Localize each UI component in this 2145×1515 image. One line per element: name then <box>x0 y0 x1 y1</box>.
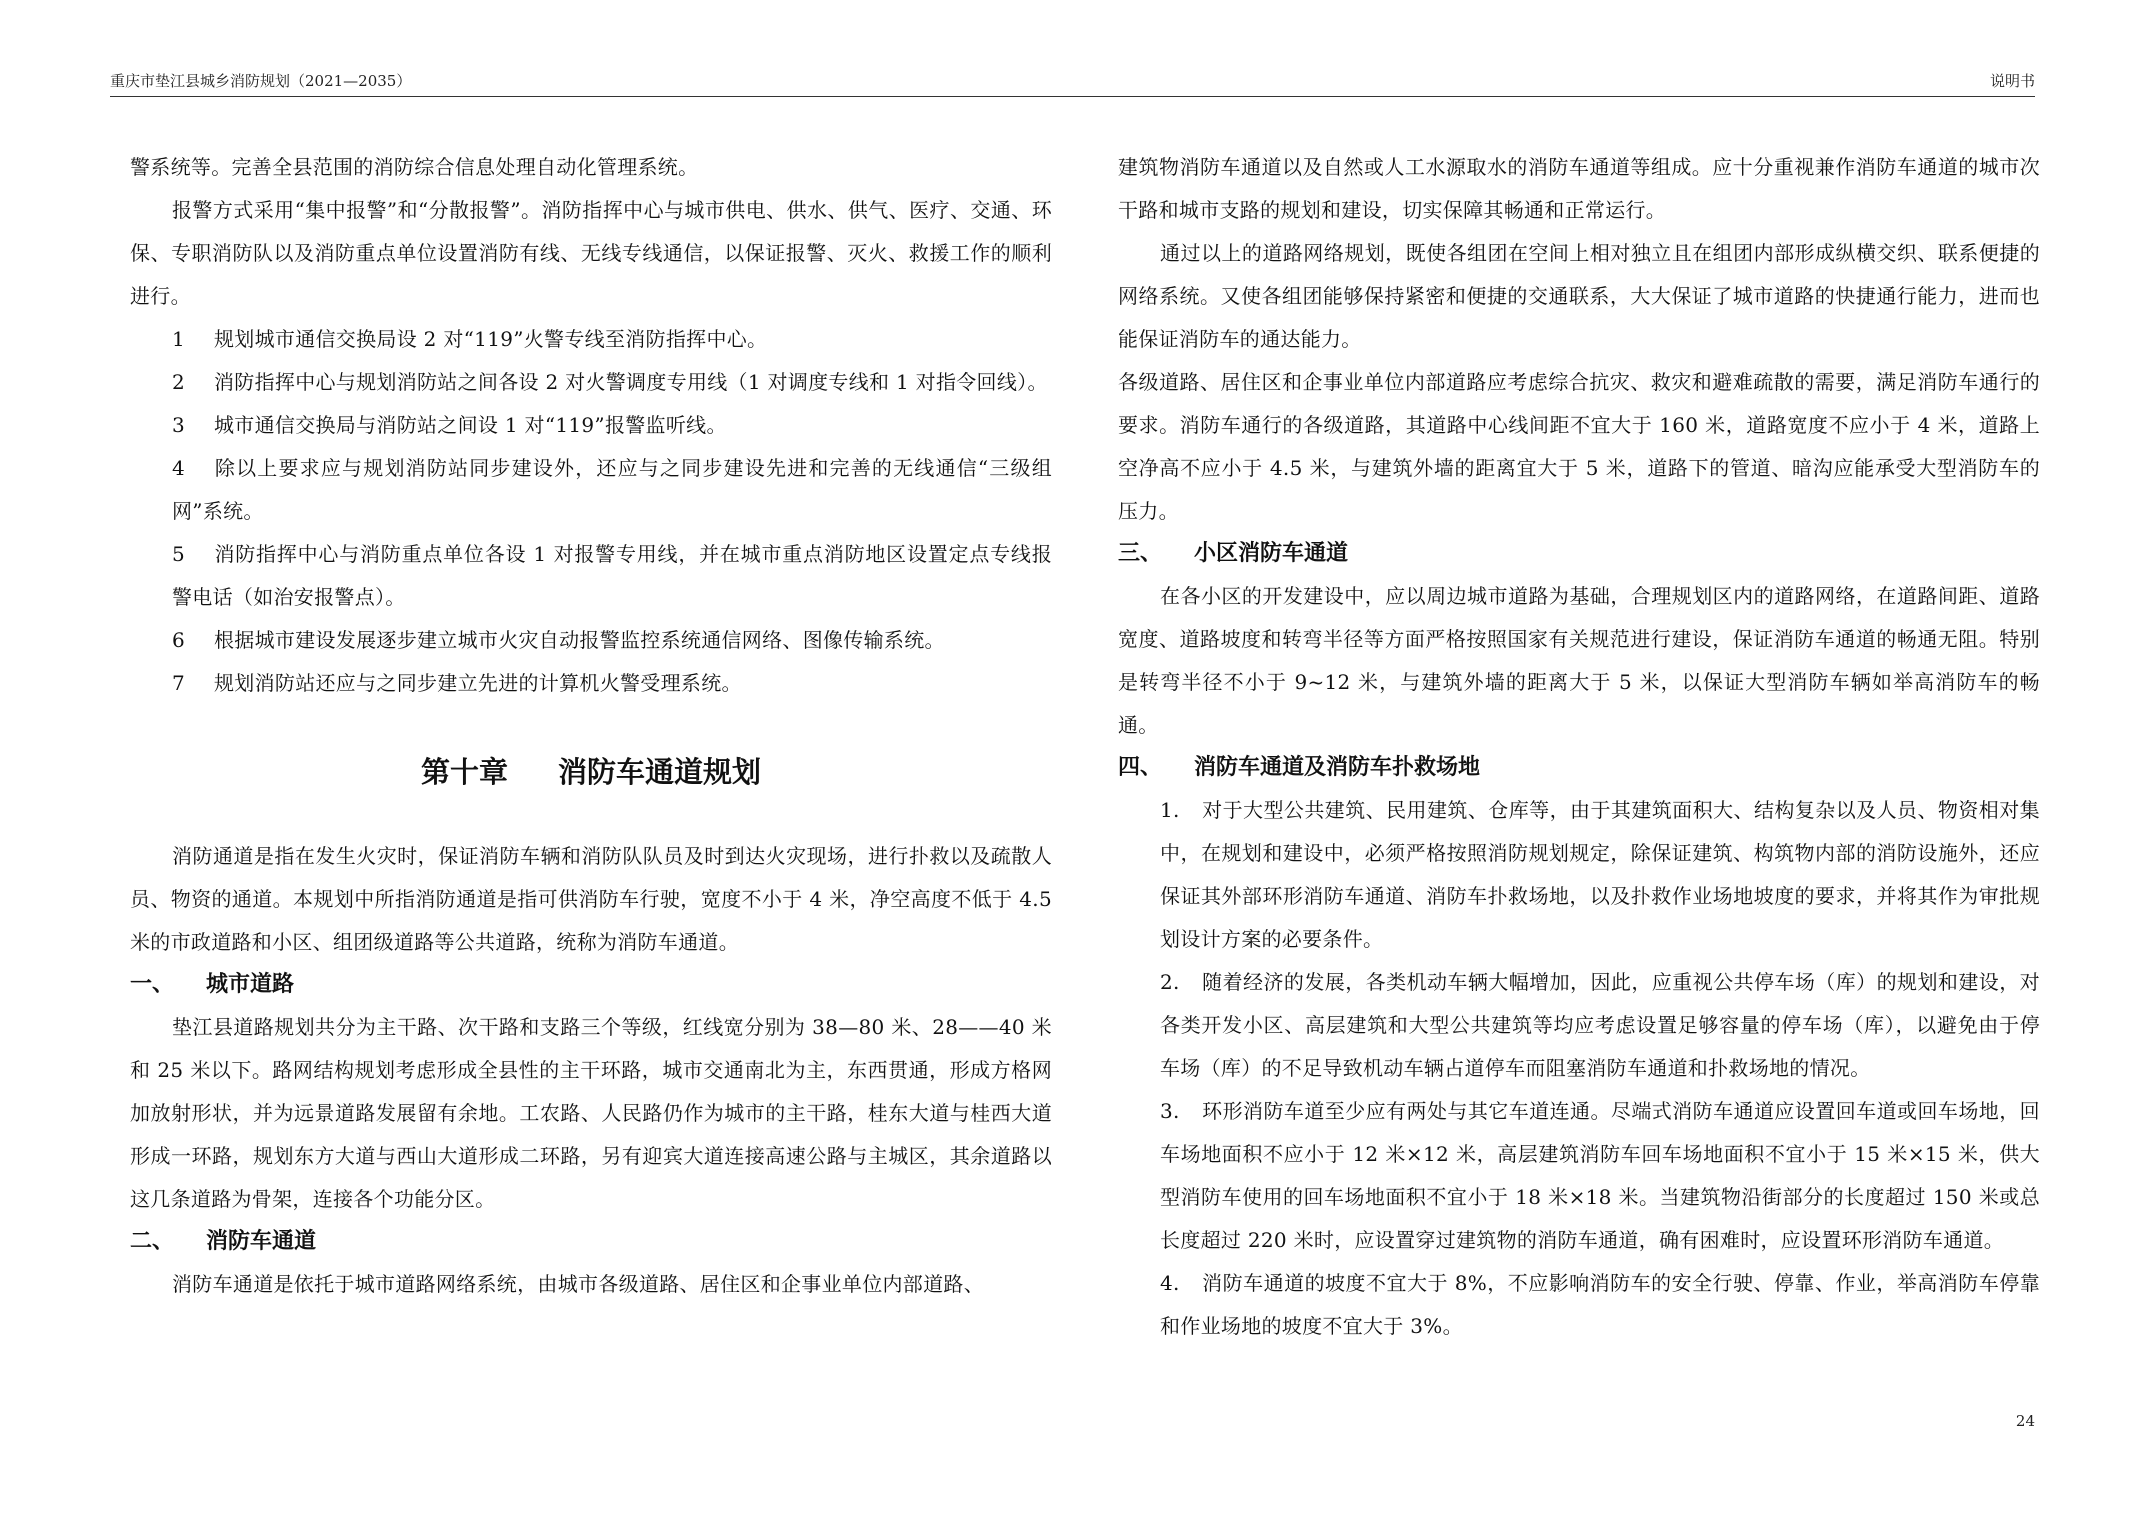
list-item-number: 4 <box>172 456 186 480</box>
chapter-title: 消防车通道规划 <box>558 755 762 789</box>
list-item-number: 2 <box>172 370 186 394</box>
list-item <box>130 662 1052 705</box>
chapter-heading <box>130 749 1052 795</box>
list-item-number: 3. <box>1160 1099 1180 1123</box>
list-item-text: 规划城市通信交换局设 2 对“119”火警专线至消防指挥中心。 <box>214 327 768 351</box>
section-heading <box>1118 747 2040 789</box>
section-number: 二、 <box>130 1229 175 1254</box>
page-header <box>110 70 2035 97</box>
list-item-text: 根据城市建设发展逐步建立城市火灾自动报警监控系统通信网络、图像传输系统。 <box>214 628 945 652</box>
list-item-text: 消防车通道的坡度不宜大于 8%，不应影响消防车的安全行驶、停靠、作业，举高消防车停靠和作业场地的坡度不宜大于 3%。 <box>1160 1271 2040 1338</box>
list-item-text: 消防指挥中心与规划消防站之间各设 2 对火警调度专用线（1 对调度专线和 1 对指令回线）。 <box>214 370 1048 394</box>
paragraph: 在各小区的开发建设中，应以周边城市道路为基础，合理规划区内的道路网络，在道路间距、道路宽度、道路坡度和转弯半径等方面严格按照国家有关规范进行建设，保证消防车通道的畅通无阻。特别是转弯半径不小于 9~12 米，与建筑外墙的距离大于 5 米，以保证大型消防车辆如举高消防车的畅通。 <box>1118 584 2040 737</box>
paragraph: 通过以上的道路网络规划，既使各组团在空间上相对独立且在组团内部形成纵横交织、联系便捷的网络系统。又使各组团能够保持紧密和便捷的交通联系，大大保证了城市道路的快捷通行能力，进而也能保证消防车的通达能力。 <box>1118 241 2040 351</box>
list-item <box>1118 1262 2040 1348</box>
list-item-text: 环形消防车道至少应有两处与其它车道连通。尽端式消防车通道应设置回车道或回车场地，回车场地面积不应小于 12 米×12 米，高层建筑消防车回车场地面积不宜小于 15 米×15 米，供大型消防车使用的回车场地面积不宜小于 18 米×18 米。当建筑物沿街部分的长度超过 150 米或总长度超过 220 米时，应设置穿过建筑物的消防车通道，确有困难时，应设置环形消防车通道。 <box>1160 1099 2040 1252</box>
section-heading <box>130 964 1052 1006</box>
section-title: 消防车通道 <box>206 1229 317 1254</box>
page-number: 24 <box>2015 1412 2035 1430</box>
list-item-text: 规划消防站还应与之同步建立先进的计算机火警受理系统。 <box>214 671 742 695</box>
paragraph: 垫江县道路规划共分为主干路、次干路和支路三个等级，红线宽分别为 38—80 米、28——40 米和 25 米以下。路网结构规划考虑形成全县性的主干环路，城市交通南北为主，东西贯通，形成方格网加放射形状，并为远景道路发展留有余地。工农路、人民路仍作为城市的主干路，桂东大道与桂西大道形成一环路，规划东方大道与西山大道形成二环路，另有迎宾大道连接高速公路与主城区，其余道路以这几条道路为骨架，连接各个功能分区。 <box>130 1015 1052 1211</box>
section-title: 城市道路 <box>206 972 295 997</box>
list-item <box>1118 789 2040 961</box>
list-item-number: 3 <box>172 413 186 437</box>
paragraph: 报警方式采用“集中报警”和“分散报警”。消防指挥中心与城市供电、供水、供气、医疗、交通、环保、专职消防队以及消防重点单位设置消防有线、无线专线通信，以保证报警、灭火、救援工作的顺利进行。 <box>130 198 1052 308</box>
document-type: 说明书 <box>1989 72 2035 90</box>
list-item-text: 城市通信交换局与消防站之间设 1 对“119”报警监听线。 <box>214 413 727 437</box>
list-item-number: 7 <box>172 671 186 695</box>
list-item-text: 除以上要求应与规划消防站同步建设外，还应与之同步建设先进和完善的无线通信“三级组网”系统。 <box>172 456 1052 523</box>
section-number: 一、 <box>130 972 175 997</box>
list-item <box>1118 961 2040 1090</box>
paragraph: 各级道路、居住区和企事业单位内部道路应考虑综合抗灾、救灾和避难疏散的需要，满足消防车通行的要求。消防车通行的各级道路，其道路中心线间距不宜大于 160 米，道路宽度不应小于 4 米，道路上空净高不应小于 4.5 米，与建筑外墙的距离宜大于 5 米，道路下的管道、暗沟应能承受大型消防车的压力。 <box>1118 370 2040 523</box>
paragraph: 消防通道是指在发生火灾时，保证消防车辆和消防队队员及时到达火灾现场，进行扑救以及疏散人员、物资的通道。本规划中所指消防通道是指可供消防车行驶，宽度不小于 4 米，净空高度不低于 4.5 米的市政道路和小区、组团级道路等公共道路，统称为消防车通道。 <box>130 844 1052 954</box>
paragraph: 警系统等。完善全县范围的消防综合信息处理自动化管理系统。 <box>130 155 699 179</box>
list-item-text: 消防指挥中心与消防重点单位各设 1 对报警专用线，并在城市重点消防地区设置定点专线报警电话（如治安报警点）。 <box>172 542 1052 609</box>
list-item-text: 对于大型公共建筑、民用建筑、仓库等，由于其建筑面积大、结构复杂以及人员、物资相对集中，在规划和建设中，必须严格按照消防规划规定，除保证建筑、构筑物内部的消防设施外，还应保证其外部环形消防车通道、消防车扑救场地，以及扑救作业场地坡度的要求，并将其作为审批规划设计方案的必要条件。 <box>1160 798 2040 951</box>
section-heading <box>1118 533 2040 575</box>
section-number: 三、 <box>1118 541 1163 566</box>
section-heading <box>130 1221 1052 1263</box>
list-item-text: 随着经济的发展，各类机动车辆大幅增加，因此，应重视公共停车场（库）的规划和建设，对各类开发小区、高层建筑和大型公共建筑等均应考虑设置足够容量的停车场（库），以避免由于停车场（库）的不足导致机动车辆占道停车而阻塞消防车通道和扑救场地的情况。 <box>1160 970 2040 1080</box>
list-item <box>1118 1090 2040 1262</box>
list-item <box>130 318 1052 361</box>
paragraph: 建筑物消防车通道以及自然或人工水源取水的消防车通道等组成。应十分重视兼作消防车通道的城市次干路和城市支路的规划和建设，切实保障其畅通和正常运行。 <box>1118 155 2040 222</box>
list-item-number: 2. <box>1160 970 1180 994</box>
list-item <box>130 404 1052 447</box>
right-column <box>1118 146 2040 1348</box>
chapter-number: 第十章 <box>420 755 508 789</box>
document-title: 重庆市垫江县城乡消防规划（2021—2035） <box>110 72 412 90</box>
list-item <box>130 619 1052 662</box>
list-item <box>130 361 1052 404</box>
list-item-number: 4. <box>1160 1271 1180 1295</box>
section-title: 消防车通道及消防车扑救场地 <box>1194 755 1481 780</box>
list-item-number: 5 <box>172 542 186 566</box>
list-item <box>130 533 1052 619</box>
list-item-number: 1. <box>1160 798 1180 822</box>
left-column <box>130 146 1052 1306</box>
section-number: 四、 <box>1118 755 1163 780</box>
list-item-number: 6 <box>172 628 186 652</box>
list-item-number: 1 <box>172 327 186 351</box>
section-title: 小区消防车通道 <box>1194 541 1349 566</box>
list-item <box>130 447 1052 533</box>
paragraph: 消防车通道是依托于城市道路网络系统，由城市各级道路、居住区和企事业单位内部道路、 <box>172 1272 984 1296</box>
